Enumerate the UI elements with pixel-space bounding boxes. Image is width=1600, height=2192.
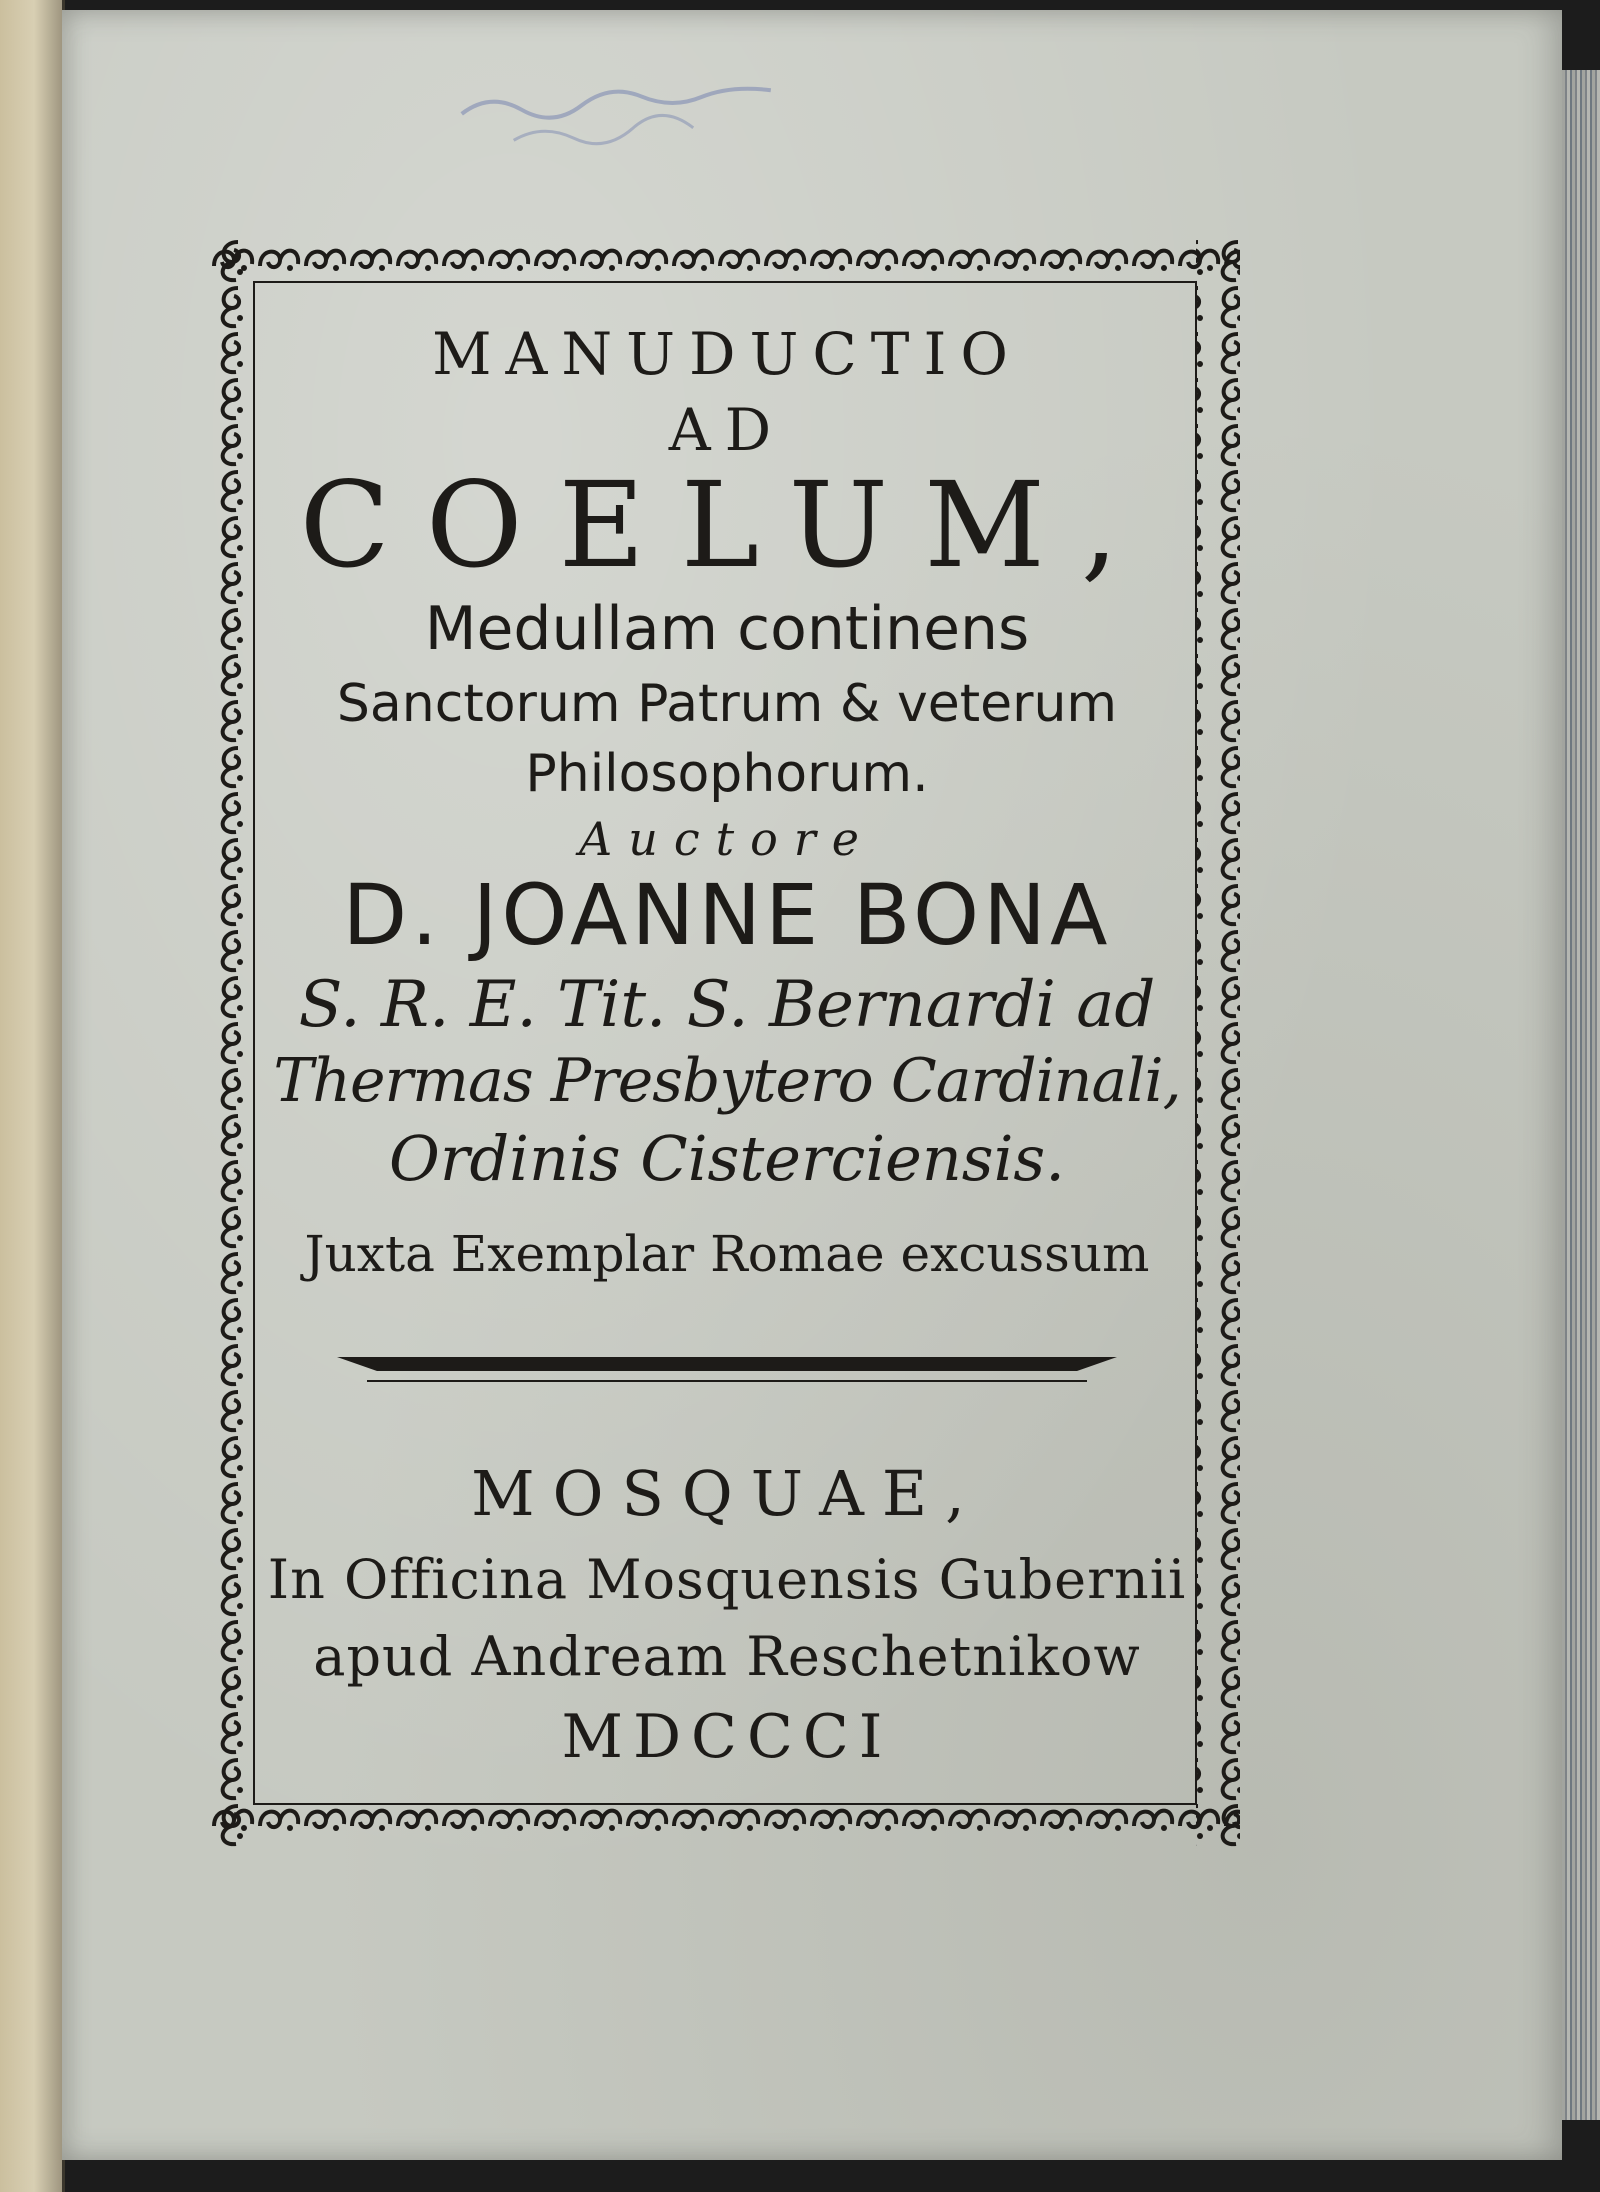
subtitle-line-3: Philosophorum. <box>525 743 929 804</box>
subtitle-line-1: Medullam continens <box>424 593 1030 664</box>
title-line-coelum: COELUM, <box>299 456 1155 594</box>
imprint-city: MOSQUAE, <box>471 1456 983 1530</box>
title-page <box>62 10 1562 2160</box>
divider-rule <box>337 1353 1117 1387</box>
author-title-line-1: S. R. E. Tit. S. Bernardi ad <box>298 967 1156 1042</box>
title-text-block <box>267 300 1187 1772</box>
title-line-ad: AD <box>668 396 786 464</box>
author-title-line-2: Thermas Presbytero Cardinali, <box>273 1045 1181 1116</box>
title-line-manuductio: MANUDUCTIO <box>432 320 1022 388</box>
auctore-label: Auctore <box>579 811 875 866</box>
page-edges <box>1562 70 1600 2120</box>
imprint-printer-line: In Officina Mosquensis Gubernii <box>267 1547 1187 1611</box>
edition-note: Juxta Exemplar Romae excussum <box>304 1224 1150 1283</box>
library-stamp-icon <box>449 50 815 175</box>
author-name: D. JOANNE BONA <box>342 865 1112 964</box>
subtitle-line-2: Sanctorum Patrum & veterum <box>336 673 1118 734</box>
author-title-line-3: Ordinis Cisterciensis. <box>389 1121 1065 1195</box>
imprint-publisher-line: apud Andream Reschetnikow <box>313 1624 1141 1688</box>
imprint-year: MDCCCI <box>561 1701 893 1772</box>
left-page-edge <box>0 0 65 2192</box>
